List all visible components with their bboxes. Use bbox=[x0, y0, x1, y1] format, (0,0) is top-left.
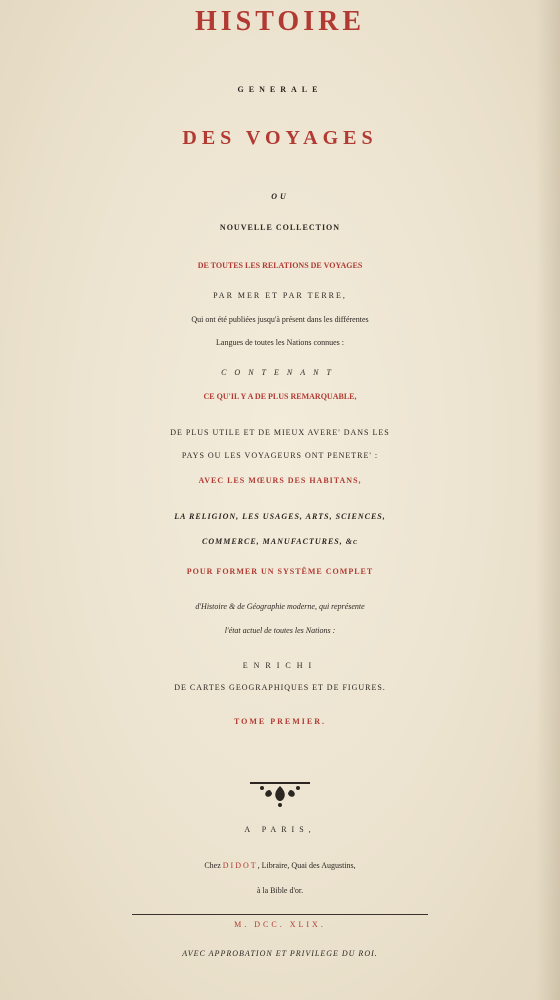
imprint-date: M. DCC. XLIX. bbox=[234, 920, 326, 929]
text-histoire-geographie: d'Histoire & de Géographie moderne, qui représente bbox=[195, 602, 365, 611]
text-enrichi: ENRICHI bbox=[242, 661, 318, 670]
text-religion: LA RELIGION, LES USAGES, ARTS, SCIENCES, bbox=[174, 512, 386, 521]
subtitle-nouvelle-collection: NOUVELLE COLLECTION bbox=[219, 223, 341, 232]
text-pour-former: POUR FORMER UN SYSTÊME COMPLET bbox=[186, 567, 374, 576]
imprint-address: à la Bible d'or. bbox=[256, 886, 304, 895]
imprint-chez: Chez bbox=[204, 861, 223, 870]
title-des-voyages: DES VOYAGES bbox=[182, 127, 378, 149]
imprint-libraire: , Libraire, Quai des Augustins, bbox=[257, 861, 356, 870]
imprint-publisher bbox=[0, 862, 560, 870]
text-etat-actuel: l'état actuel de toutes les Nations : bbox=[224, 626, 336, 635]
text-plus-utile: DE PLUS UTILE ET DE MIEUX AVERE' DANS LES bbox=[170, 428, 390, 437]
fleuron-ornament-icon bbox=[248, 778, 312, 808]
text-contenant: CONTENANT bbox=[221, 368, 339, 377]
imprint-didot: DIDOT bbox=[222, 861, 258, 870]
text-langues: Langues de toutes les Nations connues : bbox=[216, 338, 344, 347]
title-ou: OU bbox=[271, 192, 289, 201]
text-cartes: DE CARTES GEOGRAPHIQUES ET DE FIGURES. bbox=[174, 683, 386, 692]
title-generale: GENERALE bbox=[237, 85, 323, 94]
volume-label: TOME PREMIER. bbox=[233, 717, 327, 726]
page-edge-shadow bbox=[536, 0, 560, 1000]
subtitle-toutes-relations: DE TOUTES LES RELATIONS DE VOYAGES bbox=[197, 261, 363, 270]
text-pays: PAYS OU LES VOYAGEURS ONT PENETRE' : bbox=[181, 451, 379, 460]
imprint-privilege: AVEC APPROBATION ET PRIVILEGE DU ROI. bbox=[182, 949, 378, 958]
text-commerce: COMMERCE, MANUFACTURES, &c bbox=[202, 537, 358, 546]
title-histoire: HISTOIRE bbox=[195, 6, 365, 37]
imprint-place: A PARIS, bbox=[244, 825, 316, 834]
text-ce-quil-y-a: CE QU'IL Y A DE PLUS REMARQUABLE, bbox=[203, 392, 357, 401]
text-moeurs: AVEC LES MŒURS DES HABITANS, bbox=[198, 476, 362, 485]
text-qui-ont-ete: Qui ont été publiées jusqu'à présent dans les différentes bbox=[191, 315, 369, 324]
imprint-divider bbox=[132, 914, 428, 915]
subtitle-par-mer: PAR MER ET PAR TERRE, bbox=[213, 291, 347, 300]
